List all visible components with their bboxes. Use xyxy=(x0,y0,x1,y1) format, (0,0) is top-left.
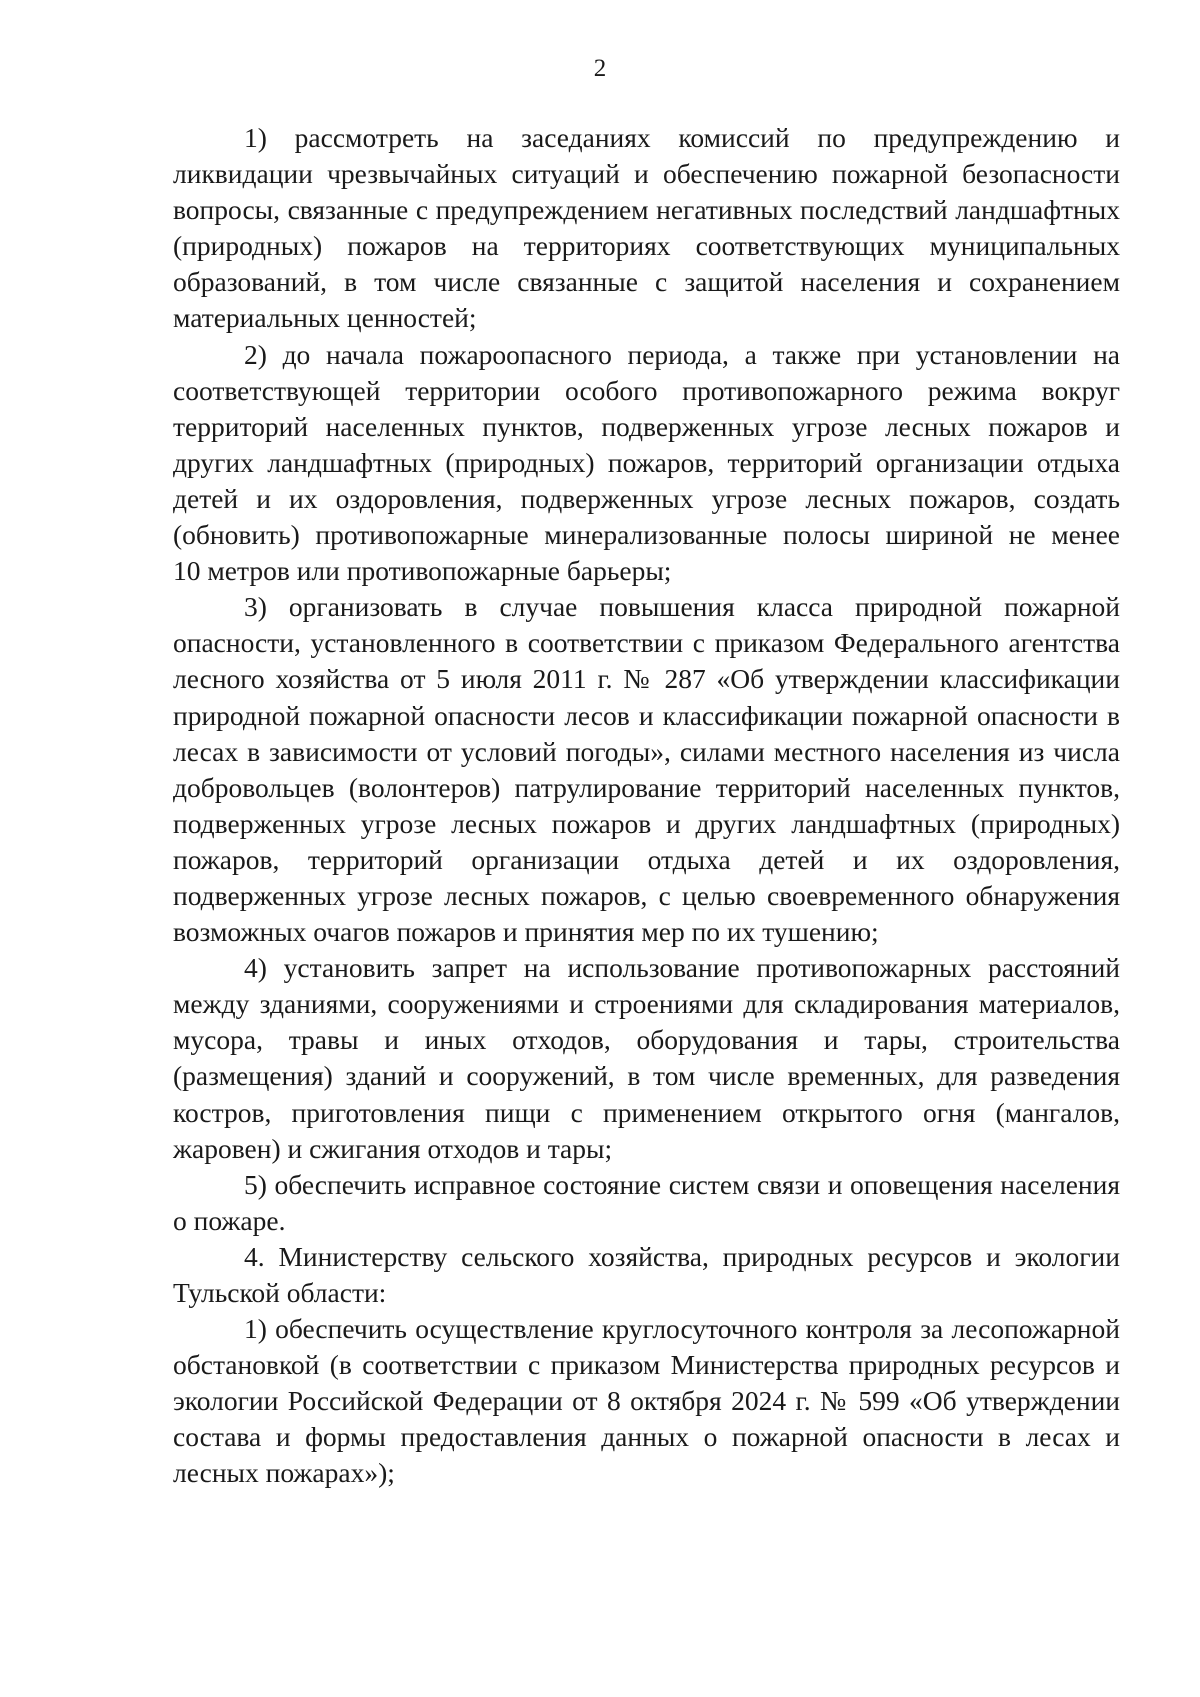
paragraph-4: 4. Министерству сельского хозяйства, природных ресурсов и экологии Тульской области: xyxy=(173,1240,1120,1308)
document-body xyxy=(173,120,1120,1492)
page-number: 2 xyxy=(593,55,607,82)
paragraph-4-1: 1) обеспечить осуществление круглосуточного контроля за лесопожарной обстановкой (в соответствии с приказом Министерства природных ресурсов и экологии Российской Федерации от 8 октября 2024 г. № 599 «Об утверждении состава и формы предоставления данных о пожарной опасности в лесах и лесных пожарах»); xyxy=(173,1313,1120,1489)
paragraph-3-2: 2) до начала пожароопасного периода, а также при установлении на соответствующей территории особого противопожарного режима вокруг территорий населенных пунктов, подверженных угрозе лесных пожаров и других ландшафтных (природных) пожаров, территорий организации отдыха детей и их оздоровления, подверженных угрозе лесных пожаров, создать (обновить) противопожарные минерализованные полосы шириной не менее 10 метров или противопожарные барьеры; xyxy=(173,338,1120,587)
paragraph-3-4: 4) установить запрет на использование противопожарных расстояний между зданиями, сооружениями и строениями для складирования материалов, мусора, травы и иных отходов, оборудования и тары, строительства (размещения) зданий и сооружений, в том числе временных, для разведения костров, приготовления пищи с применением открытого огня (мангалов, жаровен) и сжигания отходов и тары; xyxy=(173,952,1120,1164)
paragraph-3-3: 3) организовать в случае повышения класса природной пожарной опасности, установленного в соответствии с приказом Федерального агентства лесного хозяйства от 5 июля 2011 г. № 287 «Об утверждении классификации природной пожарной опасности лесов и классификации пожарной опасности в лесах в зависимости от условий погоды», силами местного населения из числа добровольцев (волонтеров) патрулирование территорий населенных пунктов, подверженных угрозе лесных пожаров и других ландшафтных (природных) пожаров, территорий организации отдыха детей и их оздоровления, подверженных угрозе лесных пожаров, с целью своевременного обнаружения возможных очагов пожаров и принятия мер по их тушению; xyxy=(173,591,1120,948)
paragraph-3-5: 5) обеспечить исправное состояние систем связи и оповещения населения о пожаре. xyxy=(173,1168,1120,1236)
paragraph-3-1: 1) рассмотреть на заседаниях комиссий по предупреждению и ликвидации чрезвычайных ситуаций и обеспечению пожарной безопасности вопросы, связанные с предупреждением негативных последствий ландшафтных (природных) пожаров на территориях соответствующих муниципальных образований, в том числе связанные с защитой населения и сохранением материальных ценностей; xyxy=(173,122,1120,334)
